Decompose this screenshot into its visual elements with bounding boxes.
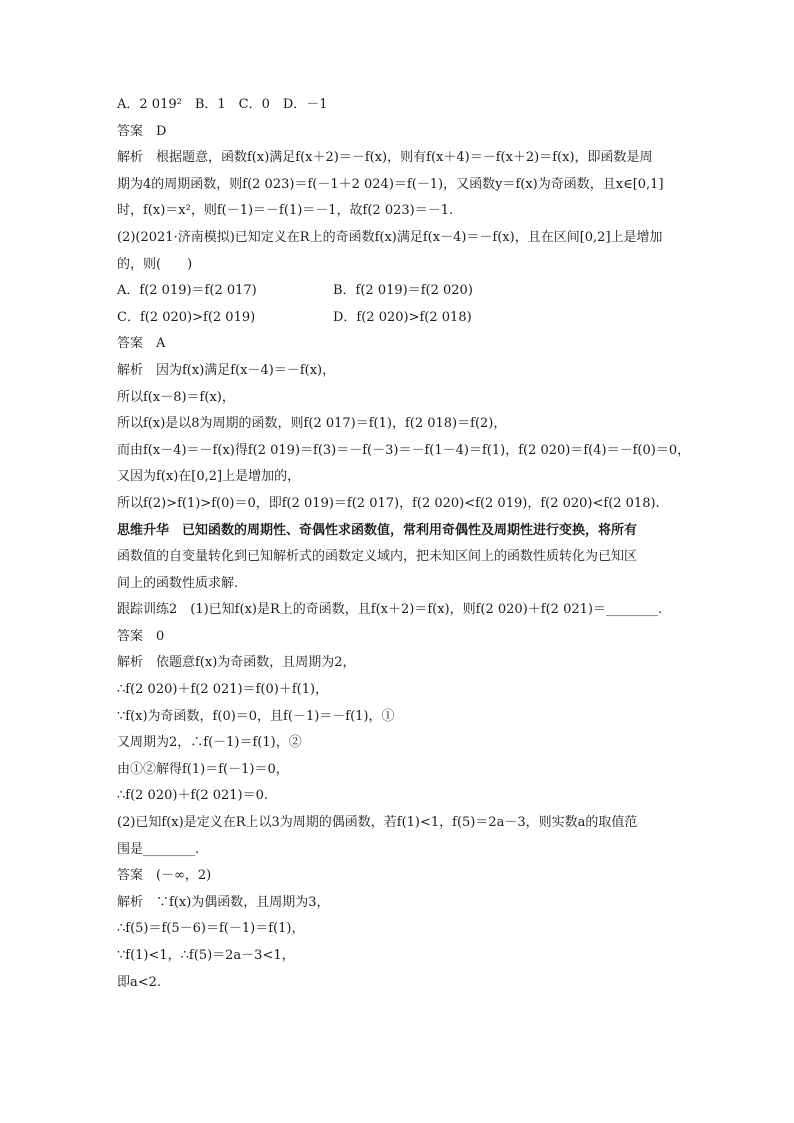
analysis-line: 又因为f(x)在[0,2]上是增加的， <box>117 469 301 485</box>
analysis-line: 解析 根据题意，函数f(x)满足f(x＋2)＝－f(x)，则有f(x＋4)＝－f(x＋2)＝f(x)，即函数是周 <box>117 150 653 166</box>
analysis-line: 解析 因为f(x)满足f(x－4)＝－f(x)， <box>117 362 336 378</box>
analysis-line: 又周期为2，∴f(－1)＝f(1)，② <box>117 735 302 751</box>
analysis-line: ∴f(2 020)＋f(2 021)＝0. <box>117 788 269 804</box>
analysis-line: 所以f(x)是以8为周期的函数，则f(2 017)＝f(1)，f(2 018)＝f(2)， <box>117 416 507 432</box>
analysis-line: ∵f(1)<1，∴f(5)＝2a－3<1， <box>117 948 295 963</box>
summary-line: 间上的函数性质求解. <box>117 575 239 591</box>
question-line: (2)(2021·济南模拟)已知定义在R上的奇函数f(x)满足f(x－4)＝－f(x)，且在区间[0,2]上是增加 <box>117 229 663 245</box>
analysis-line: 即a<2. <box>117 974 162 990</box>
practice-question-line: 跟踪训练2 (1)已知f(x)是R上的奇函数，且f(x＋2)＝f(x)，则f(2 020)＋f(2 021)＝________. <box>117 602 663 618</box>
analysis-line: 时，f(x)＝x²，则f(－1)＝－f(1)＝－1，故f(2 023)＝－1. <box>117 203 454 219</box>
option-c: C．f(2 020)>f(2 019) <box>117 309 256 325</box>
analysis-line: 由①②解得f(1)＝f(－1)＝0， <box>117 761 289 777</box>
options-row <box>117 305 679 332</box>
summary-line: 思维升华 已知函数的周期性、奇偶性求函数值，常利用奇偶性及周期性进行变换，将所有 <box>117 522 638 538</box>
analysis-line: 而由f(x－4)＝－f(x)得f(2 019)＝f(3)＝－f(－3)＝－f(1－4)＝f(1)，f(2 020)＝f(4)＝－f(0)＝0， <box>117 442 691 458</box>
question-line: (2)已知f(x)是定义在R上以3为周期的偶函数，若f(1)<1，f(5)＝2a－3，则实数a的取值范 <box>117 815 638 831</box>
analysis-line: ∴f(2 020)＋f(2 021)＝f(0)＋f(1)， <box>117 682 329 698</box>
answer-line: 答案 D <box>117 123 167 139</box>
options-line: A．2 019² B．1 C．0 D．－1 <box>117 97 328 112</box>
analysis-line: 期为4的周期函数，则f(2 023)＝f(－1＋2 024)＝f(－1)，又函数y＝f(x)为奇函数，且x∈[0,1] <box>117 176 664 192</box>
summary-line: 函数值的自变量转化到已知解析式的函数定义域内，把未知区间上的函数性质转化为已知区 <box>117 549 638 565</box>
question-line: 围是________. <box>117 841 200 857</box>
options-row <box>117 278 679 305</box>
answer-line: 答案 (－∞，2) <box>117 868 212 884</box>
answer-line: 答案 0 <box>117 628 165 644</box>
option-d: D．f(2 020)>f(2 018) <box>333 309 472 325</box>
analysis-line: 所以f(x－8)＝f(x)， <box>117 389 235 405</box>
page-content <box>117 92 691 996</box>
answer-line: 答案 A <box>117 336 166 352</box>
option-b: B．f(2 019)＝f(2 020) <box>333 283 473 299</box>
analysis-line: 解析 ∵f(x)为偶函数，且周期为3， <box>117 894 330 910</box>
analysis-line: ∵f(x)为奇函数，f(0)＝0，且f(－1)＝－f(1)，① <box>117 708 395 724</box>
analysis-line: 解析 依题意f(x)为奇函数，且周期为2， <box>117 655 356 671</box>
analysis-line: 所以f(2)>f(1)>f(0)＝0，即f(2 019)＝f(2 017)，f(2 020)<f(2 019)，f(2 020)<f(2 018). <box>117 495 660 511</box>
question-line: 的，则( ) <box>117 256 193 272</box>
analysis-line: ∴f(5)＝f(5－6)＝f(－1)＝f(1)， <box>117 921 305 937</box>
option-a: A．f(2 019)＝f(2 017) <box>117 283 257 299</box>
